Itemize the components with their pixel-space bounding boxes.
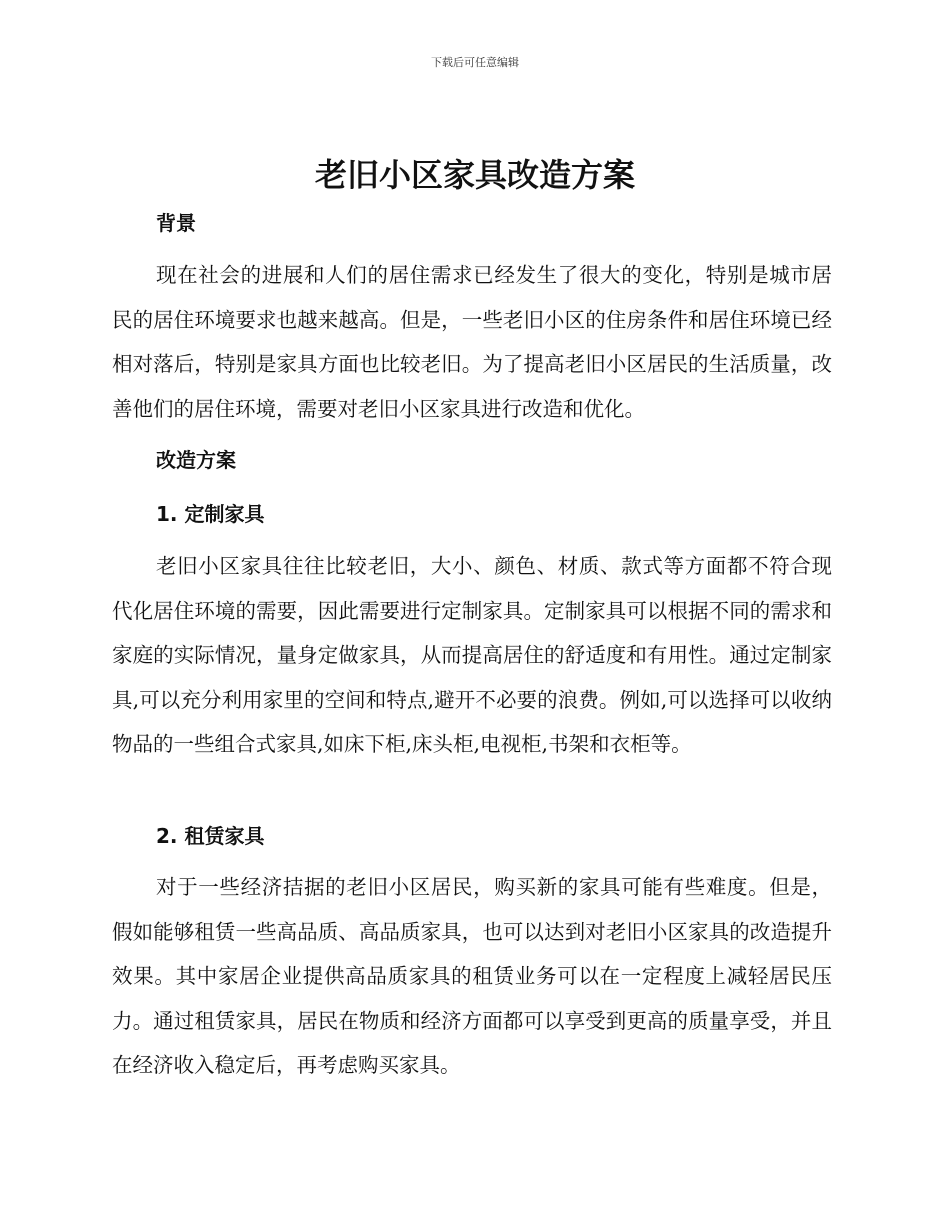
document-title: 老旧小区家具改造方案 [314,156,635,194]
custom-furniture-paragraph: 老旧小区家具往往比较老旧，大小、颜色、材质、款式等方面都不符合现代化居住环境的需要，因此需要进行定制家具。定制家具可以根据不同的需求和家庭的实际情况，量身定做家具，从而提高居住的舒适度和有用性。通过定制家具,可以充分利用家里的空间和特点,避开不必要的浪费。例如,可以选择可以收纳物品的一些组合式家具,如床下柜,床头柜,电视柜,书架和衣柜等。 [112,554,832,756]
background-paragraph: 现在社会的进展和人们的居住需求已经发生了很大的变化，特别是城市居民的居住环境要求也越来越高。但是，一些老旧小区的住房条件和居住环境已经相对落后，特别是家具方面也比较老旧。为了提高老旧小区居民的生活质量，改善他们的居住环境，需要对老旧小区家具进行改造和优化。 [112,263,832,421]
subheading-rental-furniture: 2. 租赁家具 [156,824,265,848]
header-note: 下载后可任意编辑 [431,56,519,69]
section-heading-background: 背景 [156,211,196,235]
section-heading-plan: 改造方案 [156,448,236,472]
subheading-custom-furniture: 1. 定制家具 [156,502,265,526]
rental-furniture-paragraph: 对于一些经济拮据的老旧小区居民，购买新的家具可能有些难度。但是，假如能够租赁一些高品质、高品质家具，也可以达到对老旧小区家具的改造提升效果。其中家居企业提供高品质家具的租赁业务可以在一定程度上减轻居民压力。通过租赁家具，居民在物质和经济方面都可以享受到更高的质量享受，并且在经济收入稳定后，再考虑购买家具。 [112,875,832,1077]
